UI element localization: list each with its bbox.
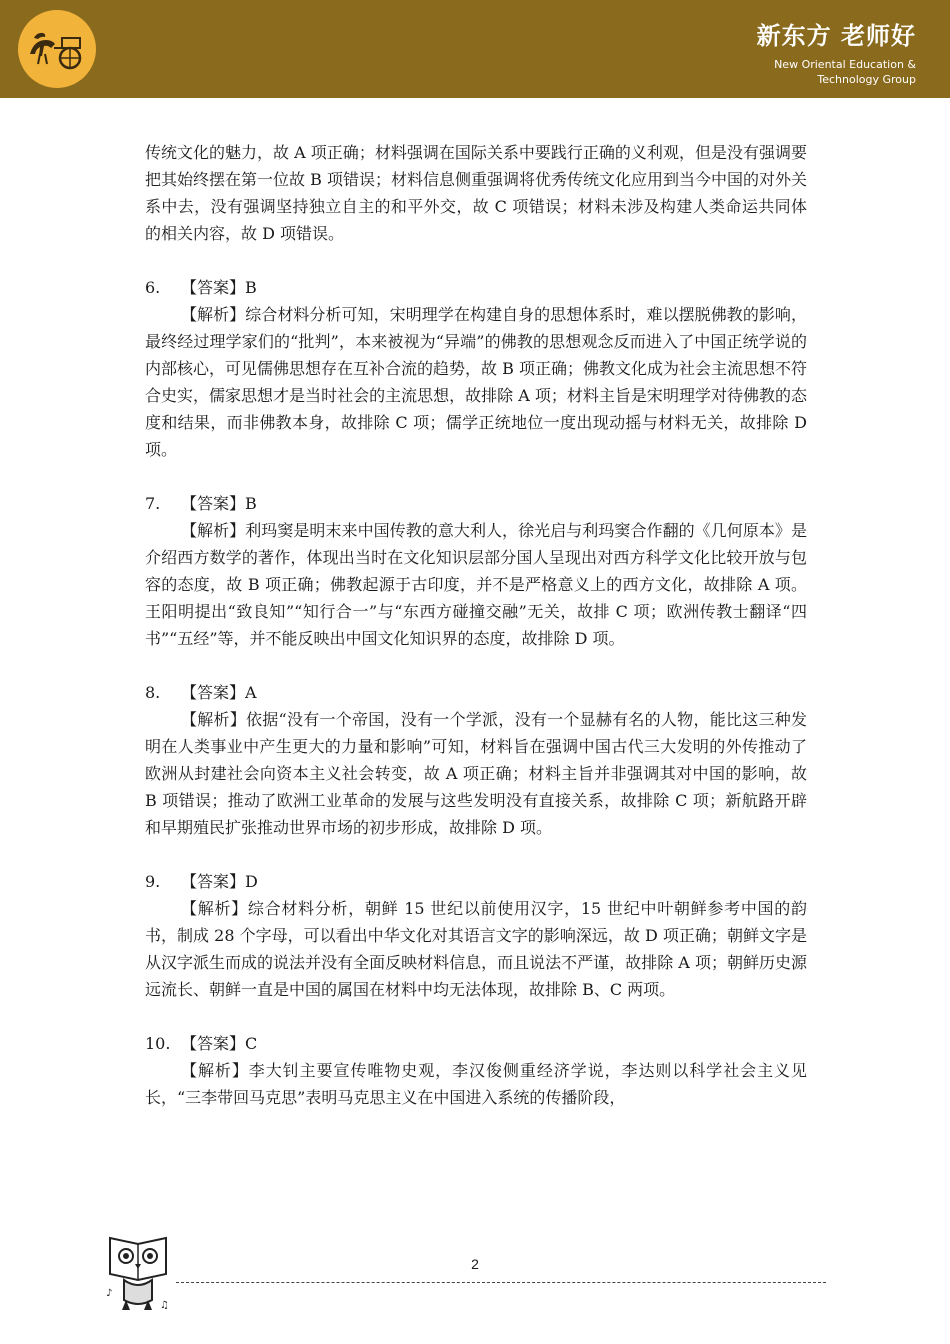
analysis-text: 【解析】利玛窦是明末来中国传教的意大利人，徐光启与利玛窦合作翻的《几何原本》是介绍西方数学的著作，体现出当时在文化知识层部分国人呈现出对西方科学文化比较开放与包容的态度，故 B 项正确；佛教起源于古印度，并不是严格意义上的西方文化，故排除 A 项。王阳明提出“致良知”“知行合一”与“东西方碰撞交融”无关，故排 C 项；欧洲传教士翻译“四书”“五经”等，并不能反映出中国文化知识界的态度，故排除 D 项。 (145, 521, 807, 648)
owl-mascot-icon (104, 1234, 174, 1316)
question-number: 9. (145, 872, 161, 891)
page-number: 2 (471, 1256, 479, 1272)
answer-text: 【答案】B (181, 494, 257, 513)
question-10-answer-line (145, 1030, 807, 1057)
svg-text:♫: ♫ (160, 1300, 169, 1311)
question-6-answer-line (145, 274, 807, 301)
intro-paragraph: 传统文化的魅力，故 A 项正确；材料强调在国际关系中要践行正确的义利观，但是没有强调要把其始终摆在第一位故 B 项错误；材料信息侧重强调将优秀传统文化应用到当今中国的对外关系中去，没有强调坚持独立自主的和平外交，故 C 项错误；材料未涉及构建人类命运共同体的相关内容，故 D 项错误。 (145, 143, 807, 243)
question-number: 10. (145, 1034, 171, 1053)
brand-name-cn: 新东方 老师好 (756, 22, 916, 50)
analysis-text: 【解析】综合材料分析可知，宋明理学在构建自身的思想体系时，难以摆脱佛教的影响，最终经过理学家们的“批判”，本来被视为“异端”的佛教的思想观念反而进入了中国正统学说的内部核心，可见儒佛思想存在互补合流的趋势，故 B 项正确；佛教文化成为社会主流思想不符合史实，儒家思想才是当时社会的主流思想，故排除 A 项；材料主旨是宋明理学对待佛教的态度和结果，而非佛教本身，故排除 C 项；儒学正统地位一度出现动摇与材料无关，故排除 D 项。 (145, 305, 807, 459)
brand-name-en-line1: New Oriental Education & (774, 58, 916, 71)
brand-name-en-line2: Technology Group (817, 73, 916, 86)
brand-block (757, 16, 916, 87)
answer-text: 【答案】C (181, 1034, 258, 1053)
question-number: 8. (145, 683, 161, 702)
analysis-text: 【解析】李大钊主要宣传唯物史观，李汉俊侧重经济学说，李达则以科学社会主义见长，“三李带回马克思”表明马克思主义在中国进入系统的传播阶段， (145, 1061, 807, 1107)
document-body (145, 139, 807, 1111)
question-9 (145, 868, 807, 1003)
question-8-answer-line (145, 679, 807, 706)
question-9-answer-line (145, 868, 807, 895)
svg-text:♪: ♪ (106, 1288, 113, 1299)
answer-text: 【答案】B (181, 278, 257, 297)
question-7-answer-line (145, 490, 807, 517)
horse-carriage-icon (18, 10, 96, 88)
answer-text: 【答案】A (181, 683, 257, 702)
question-number: 7. (145, 494, 161, 513)
analysis-text: 【解析】综合材料分析，朝鲜 15 世纪以前使用汉字，15 世纪中叶朝鲜参考中国的韵书，制成 28 个字母，可以看出中华文化对其语言文字的影响深远，故 D 项正确；朝鲜文字是从汉字派生而成的说法并没有全面反映材料信息，而且说法不严谨，故排除 A 项；朝鲜历史源远流长、朝鲜一直是中国的属国在材料中均无法体现，故排除 B、C 两项。 (145, 899, 807, 999)
question-7 (145, 490, 807, 652)
question-10 (145, 1030, 807, 1111)
analysis-text: 【解析】依据“没有一个帝国，没有一个学派，没有一个显赫有名的人物，能比这三种发明在人类事业中产生更大的力量和影响”可知，材料旨在强调中国古代三大发明的外传推动了欧洲从封建社会向资本主义社会转变，故 A 项正确；材料主旨并非强调其对中国的影响，故 B 项错误；推动了欧洲工业革命的发展与这些发明没有直接关系，故排除 C 项；新航路开辟和早期殖民扩张推动世界市场的初步形成，故排除 D 项。 (145, 710, 807, 837)
question-8 (145, 679, 807, 841)
question-number: 6. (145, 278, 161, 297)
footer-divider (176, 1282, 826, 1283)
question-6 (145, 274, 807, 463)
answer-text: 【答案】D (181, 872, 258, 891)
new-oriental-logo (18, 10, 96, 88)
header-bar (0, 0, 950, 98)
